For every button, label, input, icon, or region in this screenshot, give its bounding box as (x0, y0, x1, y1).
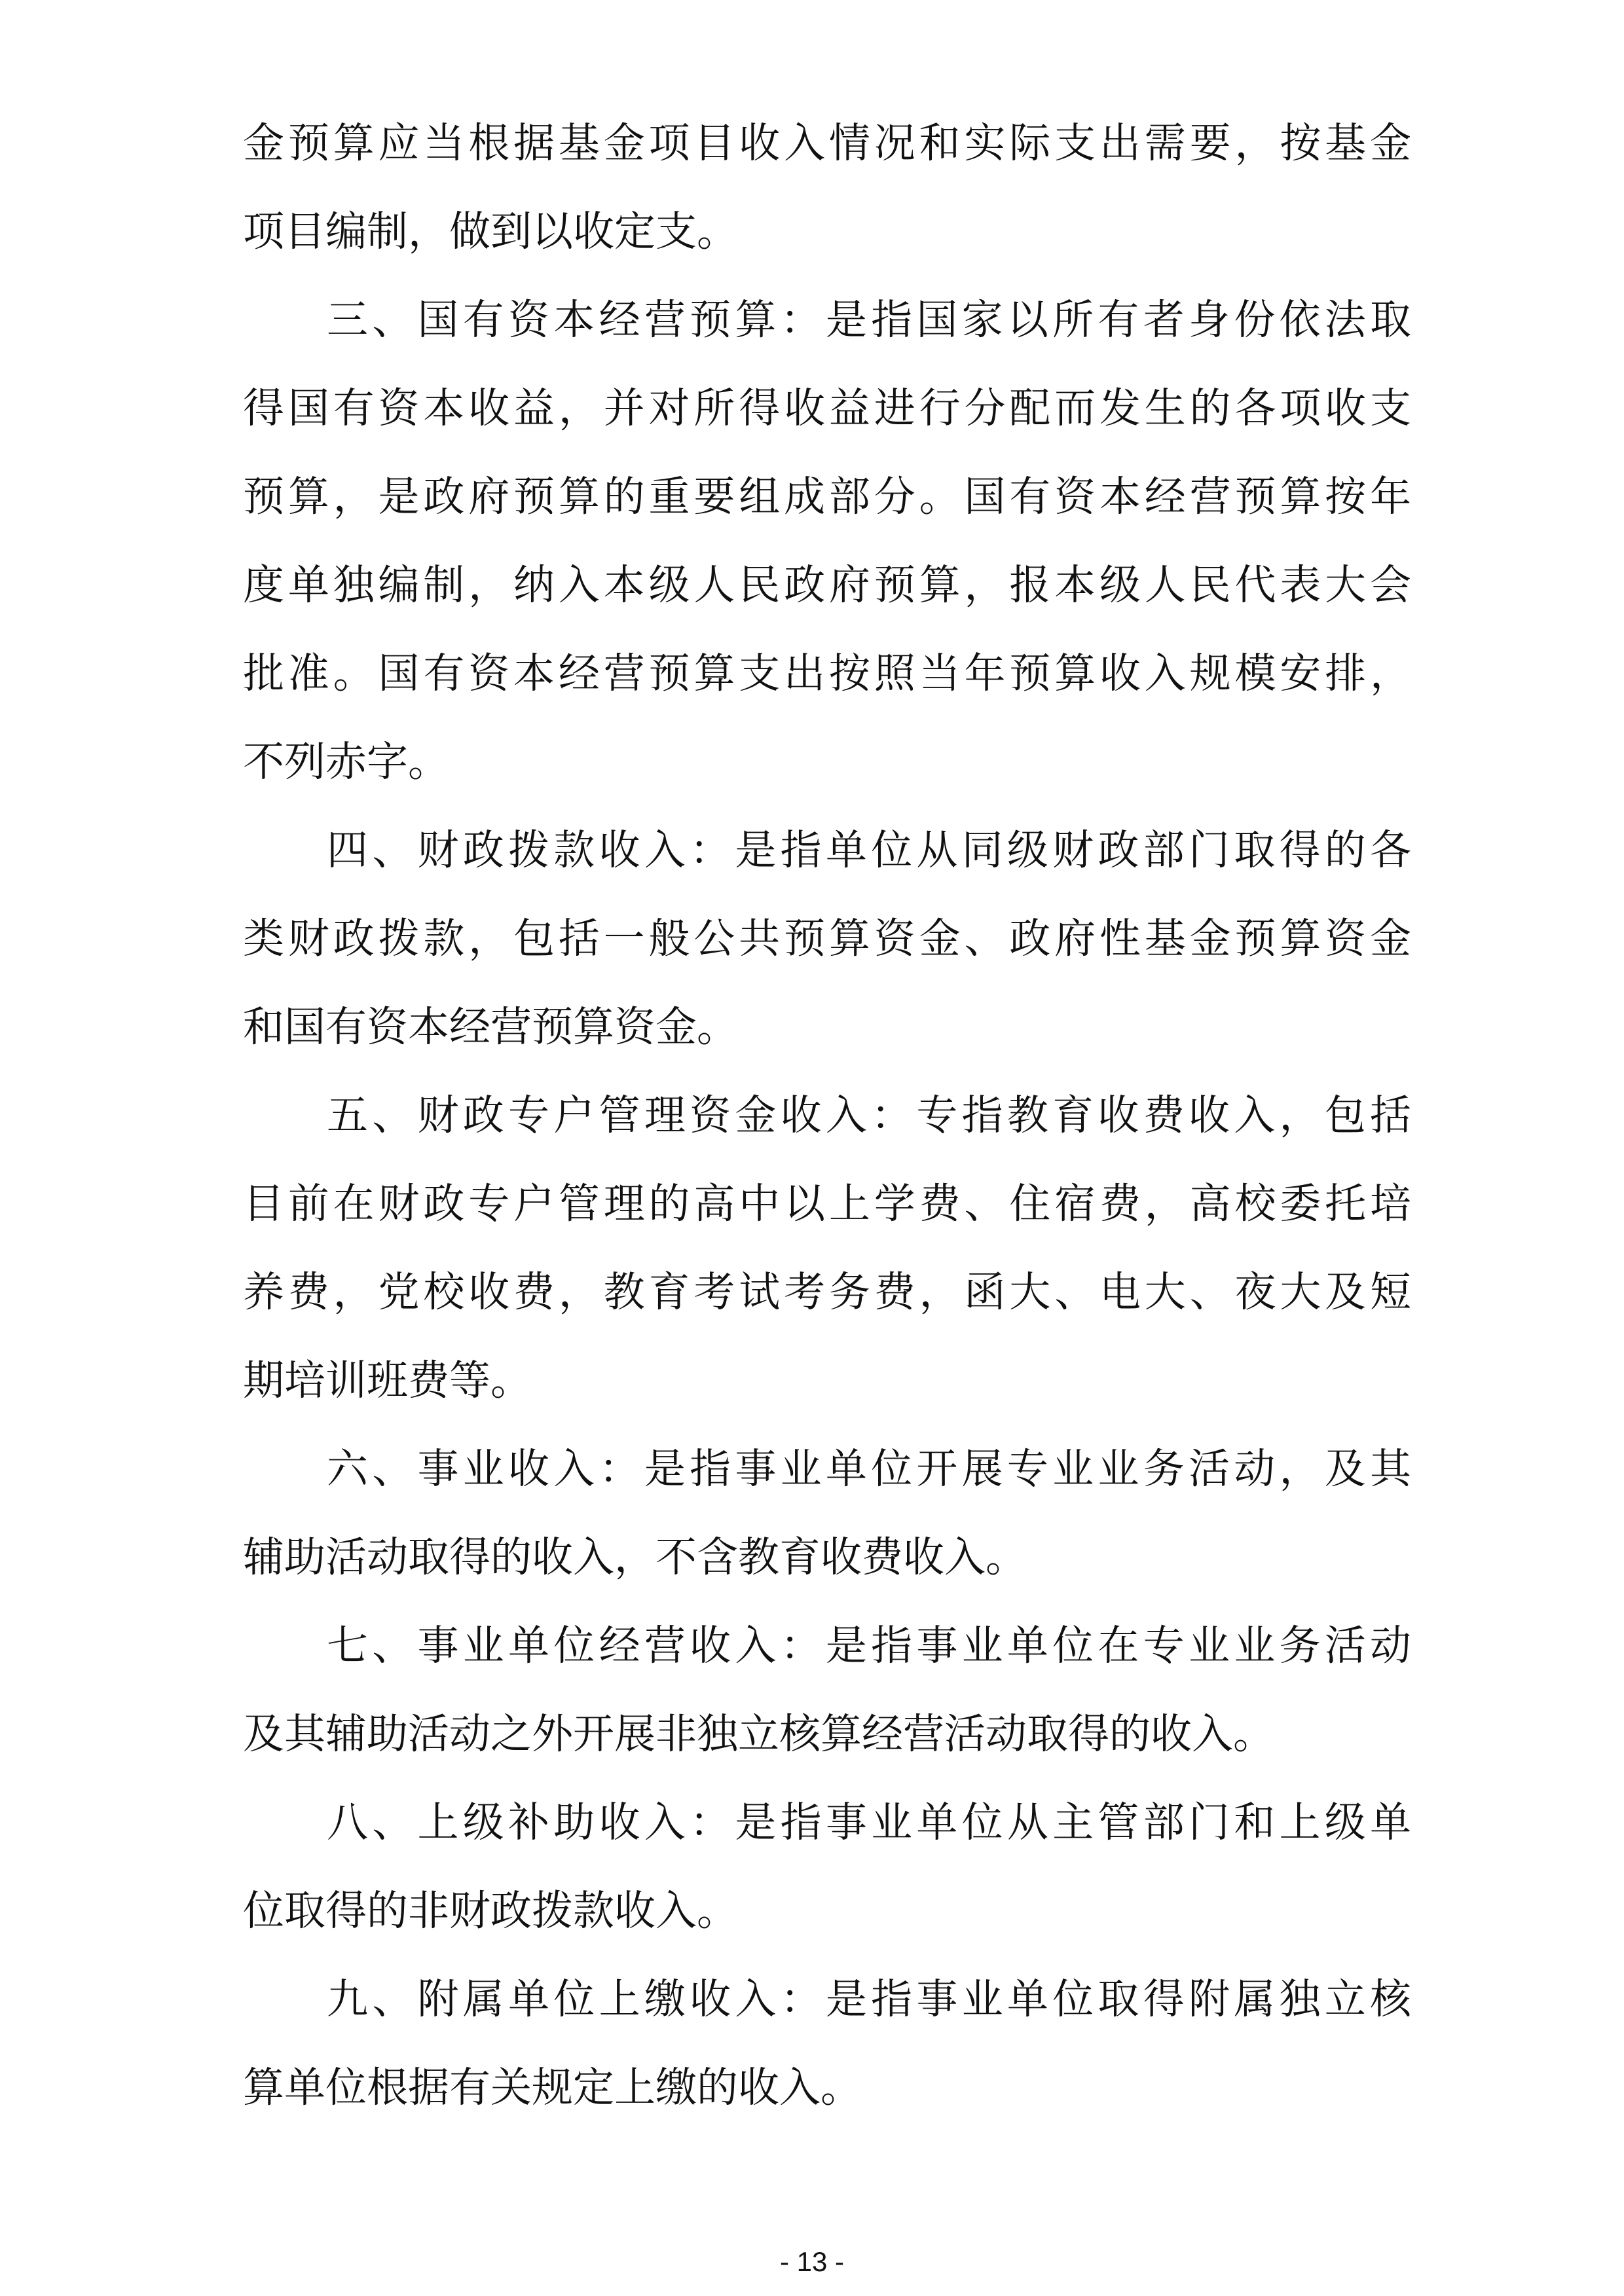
paragraph-first-line: 七、事业单位经营收入：是指事业单位在专业业务活动 (327, 1622, 1411, 1669)
text-line: 得国有资本收益，并对所得收益进行分配而发生的各项收支 (243, 384, 1411, 432)
paragraph-first-line: 三、国有资本经营预算：是指国家以所有者身份依法取 (327, 296, 1411, 344)
paragraph-first-line: 九、附属单位上缴收入：是指事业单位取得附属独立核 (327, 1975, 1411, 2023)
text-line: 批准。国有资本经营预算支出按照当年预算收入规模安排， (243, 649, 1411, 697)
text-line: 预算，是政府预算的重要组成部分。国有资本经营预算按年 (243, 473, 1411, 520)
text-line: 位取得的非财政拨款收入。 (243, 1887, 738, 1935)
text-line: 类财政拨款，包括一般公共预算资金、政府性基金预算资金 (243, 915, 1411, 962)
paragraph-first-line: 八、上级补助收入：是指事业单位从主管部门和上级单 (327, 1798, 1411, 1846)
text-line: 算单位根据有关规定上缴的收入。 (243, 2064, 862, 2111)
text-line: 辅助活动取得的收入，不含教育收费收入。 (243, 1533, 1027, 1581)
text-line: 不列赤字。 (243, 738, 449, 786)
paragraph-first-line: 五、财政专户管理资金收入：专指教育收费收入，包括 (327, 1091, 1411, 1139)
paragraph-first-line: 六、事业收入：是指事业单位开展专业业务活动，及其 (327, 1445, 1411, 1493)
text-line: 度单独编制，纳入本级人民政府预算，报本级人民代表大会 (243, 561, 1411, 609)
text-line: 及其辅助活动之外开展非独立核算经营活动取得的收入。 (243, 1710, 1274, 1758)
text-line: 和国有资本经营预算资金。 (243, 1003, 738, 1051)
text-line: 项目编制，做到以收定支。 (243, 208, 738, 255)
document-body (243, 99, 1411, 2132)
text-line: 期培训班费等。 (243, 1357, 532, 1404)
paragraph-first-line: 四、财政拨款收入：是指单位从同级财政部门取得的各 (327, 826, 1411, 874)
page-number: - 13 - (779, 2246, 845, 2277)
text-line: 金预算应当根据基金项目收入情况和实际支出需要，按基金 (243, 119, 1411, 167)
text-line: 目前在财政专户管理的高中以上学费、住宿费，高校委托培 (243, 1180, 1411, 1228)
text-line: 养费，党校收费，教育考试考务费，函大、电大、夜大及短 (243, 1268, 1411, 1316)
